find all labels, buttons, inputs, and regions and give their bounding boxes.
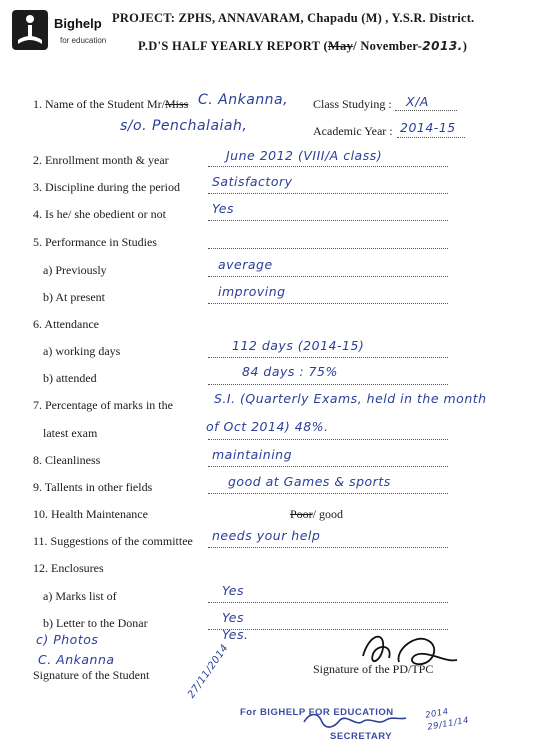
field-5-label: 5. Performance in Studies — [33, 235, 157, 249]
report-title: P.D'S HALF YEARLY REPORT (May/ November-2013.) — [138, 39, 468, 53]
field-12c-value: Yes. — [222, 627, 249, 642]
stamp-date: 2014 29/11/14 — [424, 706, 470, 733]
field-1-label: 1. Name of the Student Mr/Miss — [33, 97, 189, 111]
academic-year-label: Academic Year : — [313, 124, 393, 138]
field-12a-label: a) Marks list of — [43, 589, 117, 603]
student-signature-name: C. Ankanna — [38, 652, 115, 667]
student-signature-label: Signature of the Student — [33, 668, 150, 682]
field-1-value: C. Ankanna, — [198, 92, 289, 108]
project-title: PROJECT: ZPHS, ANNAVARAM, Chapadu (M) , Y.S.R. District. — [112, 11, 475, 25]
field-12c-label: c) Photos — [36, 632, 99, 647]
field-7-label-b: latest exam — [43, 426, 98, 440]
field-4-label: 4. Is he/ she obedient or not — [33, 207, 166, 221]
field-6a-value: 112 days (2014-15) — [232, 338, 365, 353]
field-5a-label: a) Previously — [43, 263, 107, 277]
field-4-value: Yes — [212, 201, 234, 216]
field-8-value: maintaining — [212, 447, 293, 462]
field-10-value: Poor/ good — [290, 507, 344, 521]
field-7-label-a: 7. Percentage of marks in the — [33, 398, 173, 412]
field-12b-value: Yes — [222, 610, 244, 625]
field-3-value: Satisfactory — [212, 174, 293, 189]
field-3-label: 3. Discipline during the period — [33, 180, 180, 194]
field-11-label: 11. Suggestions of the committee — [33, 534, 193, 548]
date-note: 27/11/2014 — [186, 642, 231, 701]
field-12a-value: Yes — [222, 583, 244, 598]
field-6-label: 6. Attendance — [33, 317, 99, 331]
field-7-value-a: S.I. (Quarterly Exams, held in the month — [214, 391, 487, 406]
field-6b-label: b) attended — [43, 371, 97, 385]
field-9-value: good at Games & sports — [228, 474, 391, 489]
field-12-label: 12. Enclosures — [33, 561, 104, 575]
pd-signature-label: Signature of the PD/TPC — [313, 662, 434, 676]
field-6a-label: a) working days — [43, 344, 121, 358]
field-5a-value: average — [218, 257, 273, 272]
field-9-label: 9. Tallents in other fields — [33, 480, 153, 494]
field-2-value: June 2012 (VIII/A class) — [226, 148, 383, 163]
stamp-line-2: SECRETARY — [330, 731, 393, 742]
field-6b-value: 84 days : 75% — [242, 364, 338, 379]
field-5b-value: improving — [218, 284, 286, 299]
field-10-label: 10. Health Maintenance — [33, 507, 148, 521]
field-1b-value: s/o. Penchalaiah, — [120, 118, 248, 134]
logo-name: Bighelp — [54, 16, 102, 31]
stamp-line-1: For BIGHELP FOR EDUCATION — [240, 707, 394, 718]
field-2-label: 2. Enrollment month & year — [33, 153, 169, 167]
academic-year-value: 2014-15 — [400, 120, 456, 135]
field-7-value-b: of Oct 2014) 48%. — [206, 419, 329, 434]
logo-tagline: for education — [60, 36, 107, 45]
class-label: Class Studying : — [313, 97, 392, 111]
class-value: X/A — [406, 94, 429, 109]
field-8-label: 8. Cleanliness — [33, 453, 101, 467]
field-5b-label: b) At present — [43, 290, 105, 304]
bighelp-logo-icon — [12, 10, 48, 50]
field-11-value: needs your help — [212, 528, 321, 543]
field-12b-label: b) Letter to the Donar — [43, 616, 148, 630]
